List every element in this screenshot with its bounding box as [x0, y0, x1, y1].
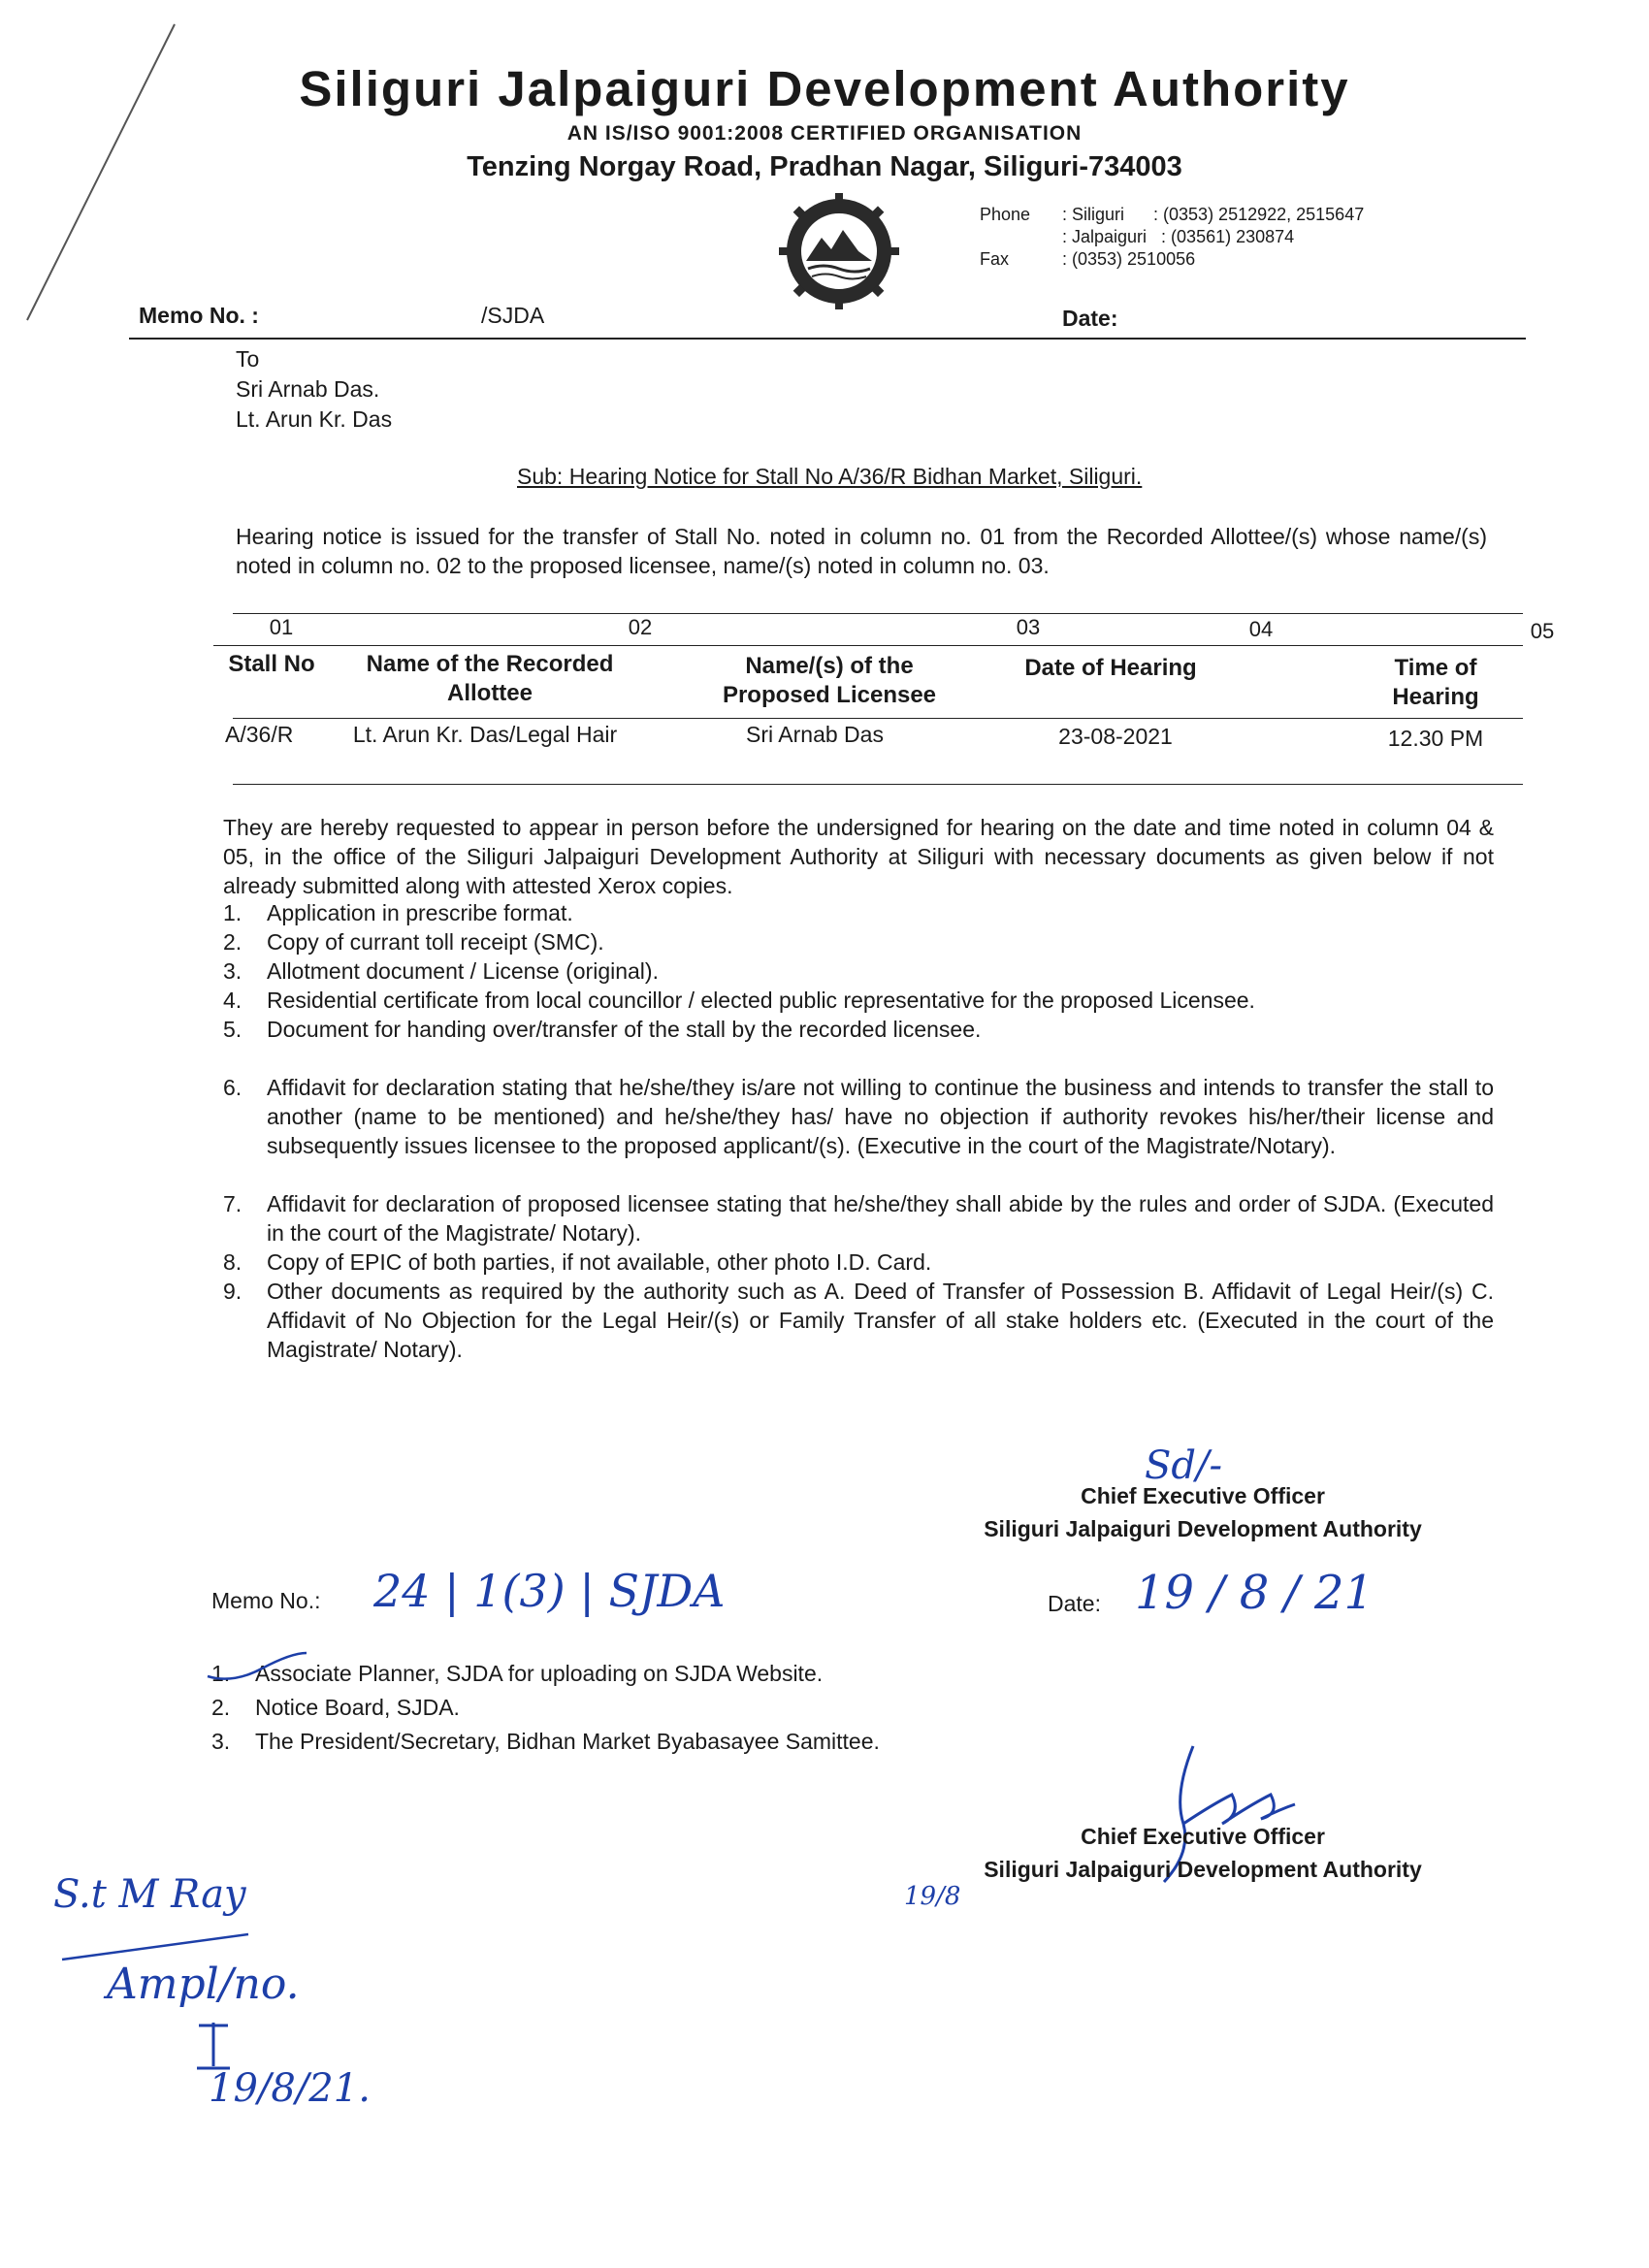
doc-item: 2. Copy of currant toll receipt (SMC). [223, 929, 604, 955]
col-number-05: 05 [1530, 619, 1555, 643]
td-proposed-licensee: Sri Arnab Das [746, 722, 884, 747]
initials-date-handwritten: 19/8 [904, 1882, 961, 1911]
col-number-03: 03 [1016, 615, 1041, 639]
addressee-block [236, 344, 392, 435]
table-bottom-rule [233, 784, 1523, 785]
forward-date-label: Date: [1048, 1591, 1101, 1616]
fax-label: Fax [980, 249, 1010, 269]
th-stall-no: Stall No [228, 651, 315, 677]
memo-suffix: /SJDA [481, 303, 545, 328]
fax-value: : (0353) 2510056 [1062, 249, 1196, 269]
addressee-to: To [236, 346, 260, 372]
sjda-seal-logo [771, 191, 907, 311]
doc-item: 9. Other documents as required by the authority such as A. Deed of Transfer of Possession B. Affidavit of Legal Heir/(s) C. Affidavit of No Objection for the Legal Heir/(s) or Family Transfer of all stake holders etc. (Executed in the court of the Magistrate/ Notary). [223, 1279, 1494, 1362]
addressee-line-2: Lt. Arun Kr. Das [236, 406, 393, 432]
handwritten-note-line-3: 19/8/21. [209, 2066, 371, 2111]
signatory-org-1: Siliguri Jalpaiguri Development Authority [984, 1516, 1422, 1541]
intro-paragraph: Hearing notice is issued for the transfer of Stall No. noted in column no. 01 from the Recorded Allottee/(s) whose name/(s) noted in column no. 02 to the proposed licensee, name/(s) noted in column no. 03. [236, 524, 1487, 578]
col-number-04: 04 [1248, 617, 1274, 641]
org-title: Siliguri Jalpaiguri Development Authority [299, 61, 1350, 116]
request-paragraph: They are hereby requested to appear in person before the undersigned for hearing on the date and time noted in column 04 & 05, in the office of the Siliguri Jalpaiguri Development Authority at Siliguri with necessary documents as given below if not already submitted along with attested Xerox copies. [223, 815, 1494, 898]
signatory-title-2: Chief Executive Officer [1081, 1824, 1325, 1849]
table-row-rule [233, 718, 1523, 719]
phone-label: Phone [980, 205, 1031, 224]
table-top-rule [233, 613, 1523, 614]
forward-memo-label: Memo No.: [211, 1588, 321, 1613]
addressee-line-1: Sri Arnab Das. [236, 376, 380, 402]
recipient-item: 2. Notice Board, SJDA. [211, 1695, 460, 1720]
th-proposed-licensee: Name/(s) of the Proposed Licensee [722, 653, 937, 708]
subject-line: Sub: Hearing Notice for Stall No A/36/R Bidhan Market, Siliguri. [517, 464, 1143, 489]
date-label: Date: [1062, 306, 1118, 331]
th-date-of-hearing: Date of Hearing [1024, 655, 1197, 681]
doc-item: 4. Residential certificate from local councillor / elected public representative for the proposed Licensee. [223, 988, 1255, 1013]
doc-item: 8. Copy of EPIC of both parties, if not available, other photo I.D. Card. [223, 1249, 932, 1275]
phone-jalpaiguri: : Jalpaiguri : (03561) 230874 [1062, 227, 1295, 246]
forward-recipients-list [211, 1657, 1084, 1759]
signatory-title-1: Chief Executive Officer [1081, 1483, 1325, 1508]
td-recorded-allottee: Lt. Arun Kr. Das/Legal Hair [352, 722, 618, 747]
memo-label: Memo No. : [139, 303, 259, 328]
doc-item: 1. Application in prescribe format. [223, 900, 573, 925]
org-address: Tenzing Norgay Road, Pradhan Nagar, Siliguri-734003 [467, 151, 1182, 182]
doc-item: 5. Document for handing over/transfer of the stall by the recorded licensee. [223, 1017, 982, 1042]
doc-item: 3. Allotment document / License (original). [223, 958, 659, 984]
tick-mark [204, 1649, 310, 1688]
hearing-table [213, 613, 1555, 788]
signatory-org-2: Siliguri Jalpaiguri Development Authority [984, 1857, 1422, 1882]
table-header-rule [213, 645, 1523, 646]
signature-block-1 [912, 1479, 1494, 1545]
forward-memo-number-handwritten: 24 | 1(3) | SJDA [373, 1565, 726, 1617]
contact-block [980, 204, 1364, 271]
handwritten-note-line-1: S.t M Ray [53, 1872, 246, 1917]
col-number-01: 01 [269, 615, 294, 639]
signature-block-2 [912, 1820, 1494, 1886]
certification-line: AN IS/ISO 9001:2008 CERTIFIED ORGANISATION [566, 122, 1083, 145]
documents-list [223, 898, 1494, 1364]
td-date-of-hearing: 23-08-2021 [1058, 724, 1173, 749]
th-time-of-hearing: Time of Hearing [1392, 655, 1479, 710]
col-number-02: 02 [628, 615, 653, 639]
phone-siliguri: : Siliguri : (0353) 2512922, 2515647 [1062, 205, 1365, 224]
sd-signature-mark: Sd/- [1145, 1443, 1222, 1488]
doc-item: 6. Affidavit for declaration stating that he/she/they is/are not willing to continue the business and intends to transfer the stall to another (name to be mentioned) and he/she/they has/ have no objection if authority revokes his/her/their license and subsequently issues licensee to the proposed applicant/(s). (Executive in the court of the Magistrate/Notary). [223, 1075, 1494, 1158]
recipient-item: 1. Associate Planner, SJDA for uploading on SJDA Website. [211, 1661, 824, 1686]
handwritten-note-line-2: Ampl/no. [107, 1960, 300, 2009]
th-recorded-allottee: Name of the Recorded Allottee [366, 651, 614, 706]
header-divider [129, 338, 1526, 340]
doc-item: 7. Affidavit for declaration of proposed licensee stating that he/she/they shall abide by the rules and order of SJDA. (Executed in the court of the Magistrate/ Notary). [223, 1191, 1494, 1246]
recipient-item: 3. The President/Secretary, Bidhan Market Byabasayee Samittee. [211, 1729, 880, 1754]
forward-date-handwritten: 19 / 8 / 21 [1135, 1566, 1374, 1620]
td-time-of-hearing: 12.30 PM [1387, 726, 1484, 751]
td-stall-no: A/36/R [225, 722, 294, 747]
